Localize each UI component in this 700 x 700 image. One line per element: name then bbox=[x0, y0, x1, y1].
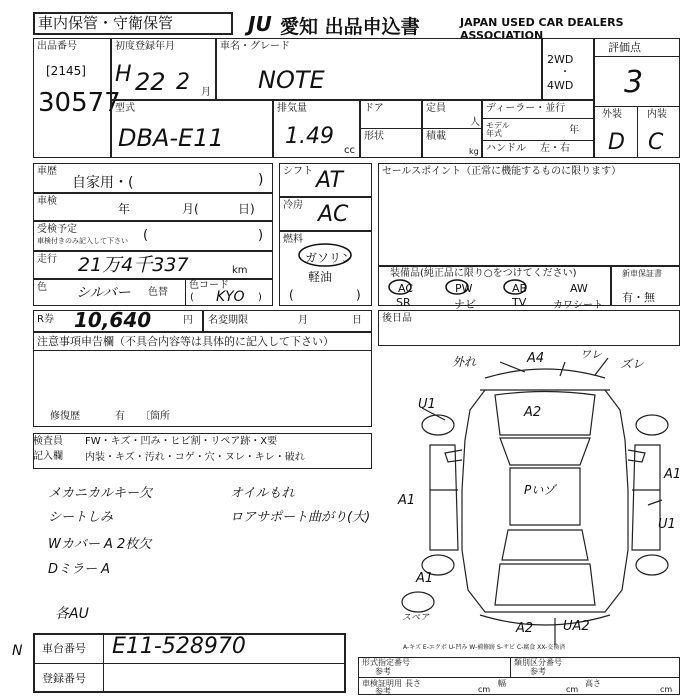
diag-top-wa: ワレ bbox=[580, 348, 602, 361]
color-value: シルバー bbox=[76, 285, 131, 301]
category-ref: 参考 bbox=[530, 667, 546, 676]
note-oil-leak: オイルもれ bbox=[230, 486, 295, 501]
doors-shape-label: 形状 bbox=[364, 131, 384, 142]
load-label: 積載 bbox=[426, 131, 446, 142]
fuel-other-close: ) bbox=[356, 288, 361, 302]
diag-left-a1: A1 bbox=[398, 493, 416, 508]
note-wheel-cover: Wカバー A 2枚欠 bbox=[48, 537, 152, 552]
first-reg-month: 2 bbox=[176, 70, 190, 95]
equip-navi: ナビ bbox=[454, 298, 476, 311]
history-label: 車歴 bbox=[37, 166, 57, 177]
history-cell bbox=[33, 163, 273, 193]
fuel-label: 燃料 bbox=[283, 234, 303, 245]
lot-bracket-number: [2145] bbox=[46, 64, 86, 78]
model-year-label: モデル年式 bbox=[486, 121, 510, 138]
grade-interior-label: 内装 bbox=[647, 109, 667, 120]
storage-label: 車内保管・守衛保管 bbox=[38, 14, 174, 32]
grade-value: 3 bbox=[624, 65, 644, 100]
color-paren-open: ( bbox=[190, 292, 194, 303]
diag-bottom-a2: A2 bbox=[516, 621, 534, 636]
note-mechanical-key: メカニカルキー欠 bbox=[48, 486, 153, 501]
aircon-label: 冷房 bbox=[283, 200, 303, 211]
color-swap-label: 色替 bbox=[148, 287, 168, 298]
diag-spare: スペア bbox=[402, 613, 430, 623]
recycle-unit: 円 bbox=[183, 315, 193, 326]
color-label: 色 bbox=[37, 282, 47, 293]
diag-bottom-a1: A1 bbox=[416, 571, 434, 586]
equip-top-ac: AC bbox=[398, 282, 414, 295]
handle-label: ハンドル bbox=[486, 143, 526, 154]
received-inspection-label: 受検予定 bbox=[37, 224, 77, 235]
diag-roof: Pいゾ bbox=[524, 483, 556, 497]
mileage-unit: km bbox=[232, 265, 248, 276]
note-lower-support: ロアサポート曲がり(大) bbox=[230, 510, 371, 525]
displacement-label: 排気量 bbox=[277, 103, 307, 114]
model-name-value: NOTE bbox=[258, 66, 325, 94]
fuel-diesel: 軽油 bbox=[308, 270, 333, 284]
equip-tv: TV bbox=[512, 296, 527, 309]
diag-top-a4: A4 bbox=[527, 351, 545, 366]
doors-label: ドア bbox=[364, 103, 384, 114]
dealer-label: ディーラー・並行 bbox=[486, 103, 566, 114]
rear-items-label: 後日品 bbox=[382, 313, 412, 324]
equip-sr: SR bbox=[396, 296, 411, 309]
first-reg-year: 22 bbox=[135, 68, 166, 96]
category-label: 類別区分番号 bbox=[514, 658, 562, 667]
rear-items-cell bbox=[378, 310, 680, 346]
designated-label: 形式指定番号 bbox=[362, 658, 410, 667]
ju-logo: JU bbox=[248, 12, 272, 36]
first-reg-era: H bbox=[115, 62, 132, 87]
repair-label: 修復歴 bbox=[50, 411, 80, 422]
model-code-value: DBA-E11 bbox=[118, 124, 224, 152]
displacement-value: 1.49 bbox=[285, 124, 334, 149]
inspection-label: 車検 bbox=[37, 196, 57, 207]
first-reg-month-unit: 月 bbox=[201, 87, 211, 98]
name-change-day: 日 bbox=[352, 315, 362, 326]
sales-point-cell bbox=[378, 163, 680, 266]
diag-right-a1: A1 bbox=[664, 467, 682, 482]
fuel-other-open: ( bbox=[289, 288, 294, 302]
mileage-label: 走行 bbox=[37, 254, 57, 265]
drive-2wd: 2WD bbox=[547, 53, 574, 66]
note-each-au: 各AU bbox=[55, 606, 89, 622]
diag-legend: A-キズ E-エクボ U-凹み W-補修跡 S-サビ C-腐食 XX-交換済 bbox=[403, 644, 566, 651]
cert-label: 車検証明用 bbox=[362, 679, 402, 688]
fuel-gasoline: ガソリン bbox=[305, 251, 354, 265]
drive-4wd: 4WD bbox=[547, 79, 574, 92]
diag-left-u1: U1 bbox=[418, 397, 436, 412]
received-inspection-note: 車検付きのみ記入して下さい bbox=[37, 237, 128, 245]
grade-label: 評価点 bbox=[608, 41, 641, 54]
repair-value: 有 bbox=[115, 411, 125, 422]
sales-point-label: セールスポイント（正常に機能するものに限ります） bbox=[382, 166, 622, 177]
equip-kawa-seat: カワシート bbox=[553, 300, 603, 311]
shift-label: シフト bbox=[283, 166, 313, 177]
dim-length: 長さ bbox=[405, 679, 421, 688]
fuel-gasoline-circle bbox=[297, 242, 353, 268]
chassis-value: E11-528970 bbox=[112, 634, 246, 659]
designated-ref: 参考 bbox=[375, 667, 391, 676]
warranty-label: 新車保証書 bbox=[622, 269, 662, 278]
inspector-label1: 検査員 bbox=[33, 436, 63, 447]
history-close: ) bbox=[258, 172, 264, 188]
model-name-label: 車名・グレード bbox=[220, 41, 290, 52]
grade-exterior-value: D bbox=[608, 130, 625, 155]
note-seat-stain: シートしみ bbox=[48, 510, 114, 525]
received-inspection-close: ) bbox=[258, 228, 264, 243]
car-damage-diagram bbox=[400, 350, 690, 650]
diag-hood: A2 bbox=[524, 405, 542, 420]
diag-top-left: 外れ bbox=[452, 355, 477, 369]
equip-circle-marks bbox=[385, 278, 545, 298]
form-subtitle: JAPAN USED CAR DEALERS ASSOCIATION bbox=[460, 16, 624, 42]
capacity-label: 定員 bbox=[426, 103, 446, 114]
equipment-label: 装備品(純正品に限り○をつけてください) bbox=[390, 268, 577, 279]
drive-dot: ・ bbox=[560, 67, 570, 78]
recycle-value: 10,640 bbox=[74, 308, 152, 332]
repair-bracket: 〔箇所 bbox=[140, 411, 170, 422]
received-inspection-open: ( bbox=[143, 228, 149, 243]
inspection-month: 月( bbox=[182, 202, 199, 216]
grade-interior-value: C bbox=[648, 130, 664, 155]
color-code-value: KYO bbox=[216, 289, 245, 305]
diag-bottom-ua2: UA2 bbox=[563, 619, 590, 634]
inspection-day: 日) bbox=[238, 202, 255, 216]
notes-label: 注意事項申告欄（不具合内容等は具体的に記入して下さい） bbox=[37, 335, 334, 348]
diag-right-u1: U1 bbox=[658, 517, 676, 532]
displacement-unit: cc bbox=[344, 145, 355, 156]
model-year-unit: 年 bbox=[569, 125, 579, 136]
shift-value: AT bbox=[316, 168, 343, 193]
warranty-options: 有・無 bbox=[622, 291, 655, 304]
color-code-label: 色コード bbox=[189, 280, 229, 291]
capacity-unit: 人 bbox=[470, 117, 480, 128]
equip-top-ab: AB bbox=[512, 282, 528, 295]
aircon-value: AC bbox=[318, 202, 349, 227]
lot-number: 30577 bbox=[38, 88, 121, 118]
equip-top-aw: AW bbox=[570, 282, 588, 295]
note-door-mirror: Dミラー A bbox=[48, 562, 111, 577]
color-paren-close: ) bbox=[258, 292, 262, 303]
dim-height: 高さ bbox=[585, 679, 601, 688]
equip-top-pw: PW bbox=[455, 282, 473, 295]
inspector-line1: FW・キズ・凹み・ヒビ割・リペア跡・X要 bbox=[85, 436, 278, 447]
recycle-label: R券 bbox=[37, 314, 54, 325]
name-change-label: 名変期限 bbox=[208, 315, 248, 326]
mileage-value: 21万4千337 bbox=[78, 254, 189, 276]
name-change-month: 月 bbox=[298, 315, 308, 326]
load-unit: kg bbox=[469, 147, 479, 156]
registration-label: 登録番号 bbox=[42, 672, 86, 685]
handle-options: 左・右 bbox=[540, 143, 570, 154]
form-title: 愛知 出品申込書 bbox=[280, 16, 420, 38]
dim-height-unit: cm bbox=[660, 685, 673, 694]
cert-ref: 参考 bbox=[375, 687, 391, 696]
diag-top-zure: ズレ bbox=[620, 357, 645, 371]
inspector-line2: 内装・キズ・汚れ・コゲ・穴・ヌレ・キレ・破れ bbox=[85, 452, 305, 463]
margin-mark: N bbox=[12, 643, 23, 659]
chassis-label: 車台番号 bbox=[42, 642, 86, 655]
dim-width-unit: cm bbox=[566, 685, 579, 694]
first-reg-label: 初度登録年月 bbox=[115, 41, 175, 52]
dim-width: 幅 bbox=[498, 679, 506, 688]
dim-length-unit: cm bbox=[478, 685, 491, 694]
history-value: 自家用・( bbox=[72, 175, 134, 191]
inspection-year: 年 bbox=[118, 202, 131, 216]
inspection-cell bbox=[33, 193, 273, 221]
model-code-label: 型式 bbox=[115, 103, 135, 114]
lot-label: 出品番号 bbox=[37, 41, 77, 52]
grade-exterior-label: 外装 bbox=[602, 109, 622, 120]
inspector-label2: 記入欄 bbox=[33, 451, 63, 462]
